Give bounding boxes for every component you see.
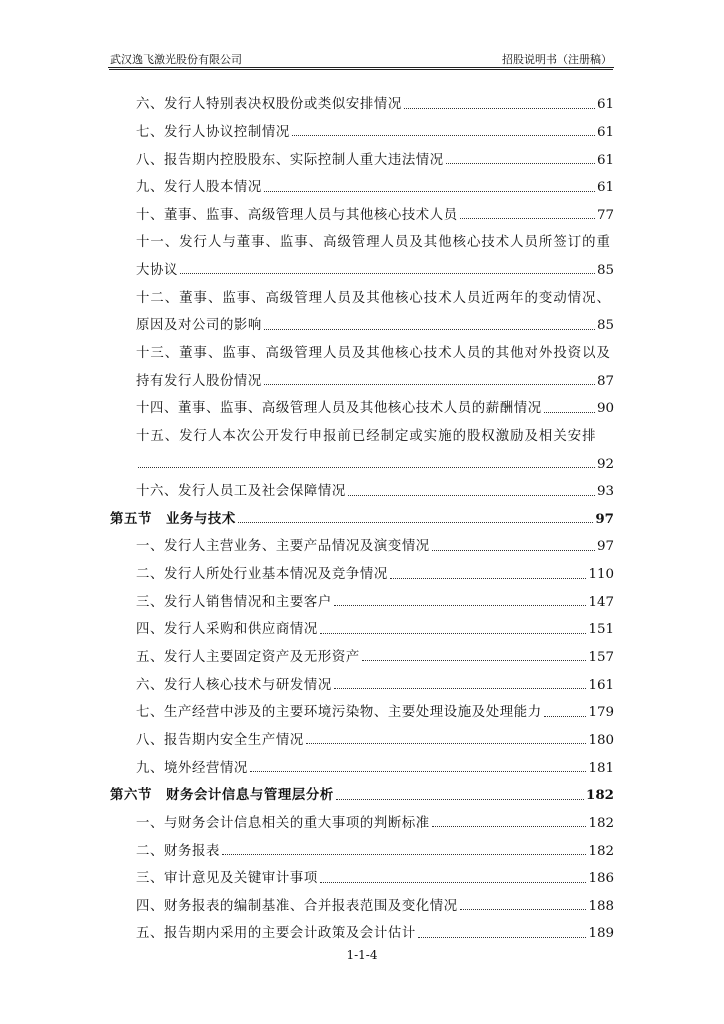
toc-entry-page: 147 [588, 594, 614, 610]
toc-entry[interactable] [110, 582, 614, 610]
toc-entry-page: 161 [588, 677, 614, 693]
page-number: 1-1-4 [346, 948, 378, 962]
toc-entry[interactable] [110, 858, 614, 886]
toc-entry-page: 180 [588, 732, 614, 748]
dot-leader [432, 825, 587, 827]
toc-entry-page: 90 [596, 401, 614, 417]
toc-entry-title: 六、发行人核心技术与研发情况 [136, 677, 332, 693]
toc-entry[interactable] [110, 305, 614, 333]
toc-entry-page: 181 [588, 760, 614, 776]
toc-entry-title: 十一、发行人与董事、监事、高级管理人员及其他核心技术人员所签订的重 [136, 235, 611, 251]
toc-entry-page: 186 [588, 871, 614, 887]
toc-entry[interactable] [110, 554, 614, 582]
toc-entry-page: 157 [588, 650, 614, 666]
toc-entry-title: 九、发行人股本情况 [136, 180, 262, 196]
toc-entry[interactable] [110, 388, 614, 416]
toc-entry[interactable] [110, 84, 614, 112]
toc-entry-title: 三、发行人销售情况和主要客户 [136, 594, 332, 610]
dot-leader [138, 466, 595, 468]
toc-entry[interactable] [110, 443, 614, 471]
dot-leader [264, 383, 595, 385]
dot-leader [238, 521, 593, 523]
toc-entry-page: 93 [596, 484, 614, 500]
dot-leader [320, 881, 587, 883]
toc-entry[interactable] [110, 803, 614, 831]
toc-entry[interactable] [110, 416, 614, 444]
dot-leader [390, 577, 587, 579]
toc-entry-title: 三、审计意见及关键审计事项 [136, 871, 318, 887]
dot-leader [292, 134, 595, 136]
header-doc-title: 招股说明书（注册稿） [502, 53, 612, 66]
dot-leader [460, 217, 595, 219]
toc-entry-page: 87 [596, 373, 614, 389]
dot-leader [334, 604, 587, 606]
toc-entry[interactable] [110, 637, 614, 665]
toc-entry-page: 97 [596, 539, 614, 555]
toc-entry-page: 179 [588, 705, 614, 721]
toc-entry-title: 大协议 [136, 263, 178, 279]
toc-entry[interactable] [110, 360, 614, 388]
toc-entry-title: 第五节 业务与技术 [110, 510, 236, 527]
toc-entry-title: 二、发行人所处行业基本情况及竞争情况 [136, 567, 388, 583]
toc-entry[interactable] [110, 913, 614, 941]
toc-entry-page: 77 [596, 207, 614, 223]
toc-entry[interactable] [110, 222, 614, 250]
toc-entry-page: 110 [588, 567, 614, 583]
toc-entry-title: 七、发行人协议控制情况 [136, 124, 290, 140]
dot-leader [222, 853, 586, 855]
toc-entry-page: 97 [595, 510, 614, 527]
toc-entry[interactable] [110, 471, 614, 499]
dot-leader [432, 549, 595, 551]
toc-entry-title: 十四、董事、监事、高级管理人员及其他核心技术人员的薪酬情况 [136, 401, 542, 417]
dot-leader [250, 770, 587, 772]
toc-entry[interactable] [110, 526, 614, 554]
toc-entry[interactable] [110, 139, 614, 167]
toc-entry-title: 十六、发行人员工及社会保障情况 [136, 484, 346, 500]
toc-entry-title: 六、发行人特别表决权股份或类似安排情况 [136, 97, 402, 113]
toc-entry-title: 五、发行人主要固定资产及无形资产 [136, 650, 360, 666]
toc-entry-title: 持有发行人股份情况 [136, 373, 262, 389]
dot-leader [334, 687, 587, 689]
dot-leader [418, 936, 587, 938]
toc-entry-title: 第六节 财务会计信息与管理层分析 [110, 787, 334, 804]
toc-entry-page: 61 [596, 124, 614, 140]
toc-entry[interactable] [110, 886, 614, 914]
toc-entry[interactable] [110, 333, 614, 361]
dot-leader [264, 190, 595, 192]
toc-entry-page: 61 [596, 152, 614, 168]
toc-entry-page: 182 [588, 843, 614, 859]
page-header [108, 49, 614, 68]
toc-entry-title: 四、发行人采购和供应商情况 [136, 622, 318, 638]
toc-entry-page: 182 [586, 787, 614, 804]
toc-section-entry[interactable] [110, 775, 614, 803]
toc-entry-page: 61 [596, 180, 614, 196]
toc-entry-title: 一、与财务会计信息相关的重大事项的判断标准 [136, 815, 430, 831]
toc-entry-title: 十、董事、监事、高级管理人员与其他核心技术人员 [136, 207, 458, 223]
dot-leader [404, 107, 595, 109]
dot-leader [460, 908, 587, 910]
toc-entry-title: 十二、董事、监事、高级管理人员及其他核心技术人员近两年的变动情况、 [136, 290, 611, 306]
dot-leader [544, 715, 587, 717]
toc-entry-page: 92 [596, 456, 614, 472]
toc-entry[interactable] [110, 830, 614, 858]
toc-entry-page: 189 [588, 926, 614, 942]
dot-leader [544, 411, 595, 413]
dot-leader [362, 659, 587, 661]
toc-entry[interactable] [110, 720, 614, 748]
dot-leader [264, 328, 595, 330]
toc-entry-title: 九、境外经营情况 [136, 760, 248, 776]
toc-entry-title: 四、财务报表的编制基准、合并报表范围及变化情况 [136, 898, 458, 914]
table-of-contents [110, 84, 614, 941]
toc-entry[interactable] [110, 195, 614, 223]
dot-leader [180, 272, 595, 274]
toc-entry-page: 85 [596, 318, 614, 334]
toc-entry-page: 61 [596, 97, 614, 113]
toc-entry[interactable] [110, 112, 614, 140]
toc-entry[interactable] [110, 167, 614, 195]
toc-entry-page: 85 [596, 263, 614, 279]
dot-leader [336, 798, 584, 800]
toc-entry-title: 八、报告期内控股股东、实际控制人重大违法情况 [136, 152, 444, 168]
toc-entry-title: 原因及对公司的影响 [136, 318, 262, 334]
toc-entry[interactable] [110, 747, 614, 775]
toc-entry-title: 七、生产经营中涉及的主要环境污染物、主要处理设施及处理能力 [136, 705, 542, 721]
dot-leader [348, 494, 595, 496]
dot-leader [446, 162, 595, 164]
toc-entry-title: 十三、董事、监事、高级管理人员及其他核心技术人员的其他对外投资以及 [136, 346, 611, 361]
toc-section-entry[interactable] [110, 499, 614, 527]
toc-entry[interactable] [110, 250, 614, 278]
toc-entry-title: 十五、发行人本次公开发行申报前已经制定或实施的股权激励及相关安排 [136, 428, 597, 444]
toc-entry-page: 182 [588, 815, 614, 831]
toc-entry[interactable] [110, 664, 614, 692]
dot-leader [320, 632, 587, 634]
toc-entry-title: 二、财务报表 [136, 843, 220, 859]
toc-entry-title: 一、发行人主营业务、主要产品情况及演变情况 [136, 539, 430, 555]
toc-entry[interactable] [110, 277, 614, 305]
toc-entry-title: 五、报告期内采用的主要会计政策及会计估计 [136, 926, 416, 942]
toc-entry-page: 188 [588, 898, 614, 914]
header-company: 武汉逸飞激光股份有限公司 [110, 53, 242, 66]
toc-entry-title: 八、报告期内安全生产情况 [136, 732, 304, 748]
toc-entry-page: 151 [588, 622, 614, 638]
dot-leader [306, 742, 587, 744]
toc-entry[interactable] [110, 609, 614, 637]
toc-entry[interactable] [110, 692, 614, 720]
